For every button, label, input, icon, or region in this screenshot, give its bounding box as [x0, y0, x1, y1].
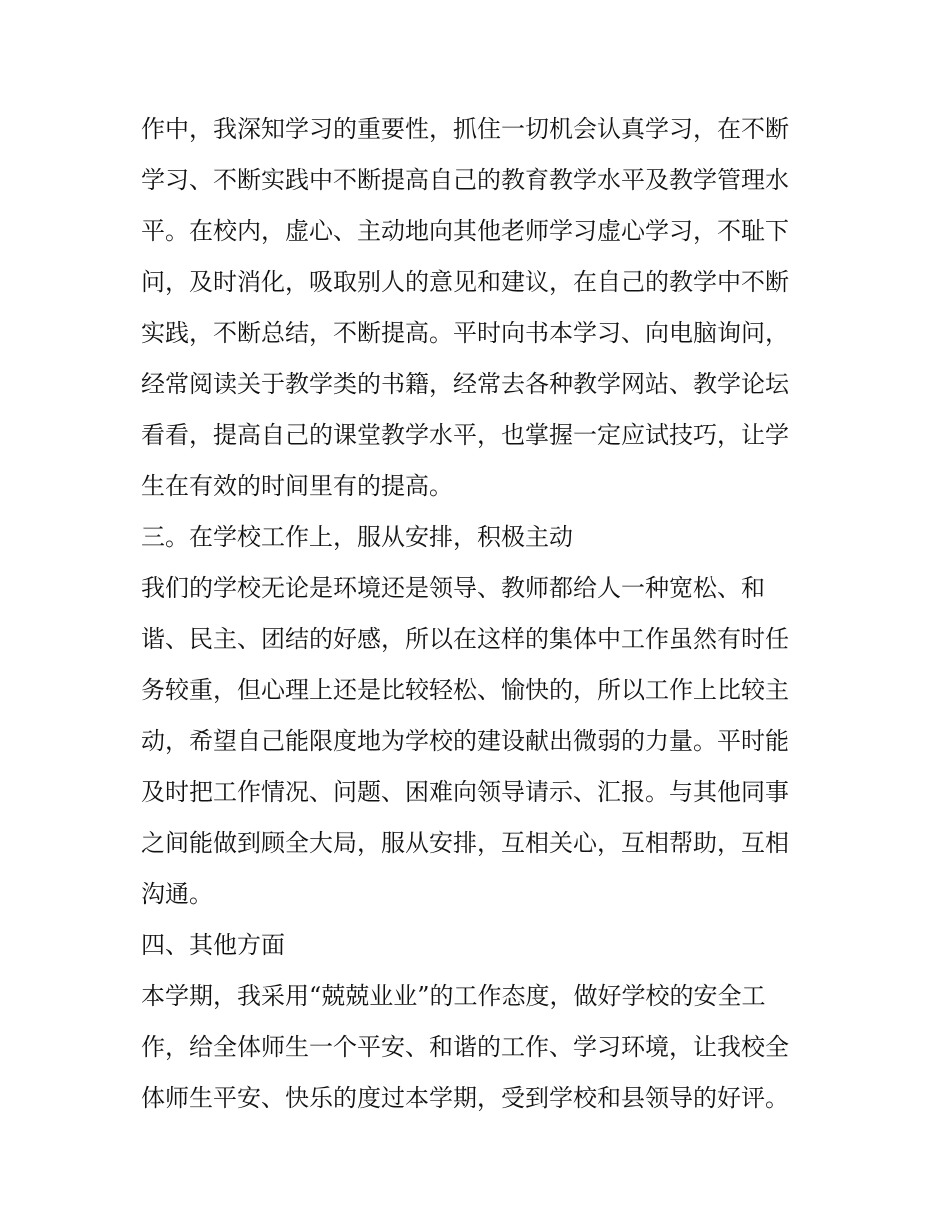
text-line: 体师生平安、快乐的度过本学期，受到学校和县领导的好评。	[141, 1084, 789, 1112]
text-line: 作，给全体师生一个平安、和谐的工作、学习环境，让我校全	[141, 1033, 789, 1061]
text-line: 作中，我深知学习的重要性，抓住一切机会认真学习，在不断	[141, 115, 789, 143]
text-line: 之间能做到顾全大局，服从安排，互相关心，互相帮助，互相	[141, 829, 789, 857]
text-line: 我们的学校无论是环境还是领导、教师都给人一种宽松、和	[141, 574, 765, 602]
text-line: 看看，提高自己的课堂教学水平，也掌握一定应试技巧，让学	[141, 421, 789, 449]
body-text	[141, 104, 831, 1124]
text-line: 生在有效的时间里有的提高。	[141, 472, 453, 500]
text-line: 及时把工作情况、问题、困难向领导请示、汇报。与其他同事	[141, 778, 789, 806]
text-line: 动，希望自己能限度地为学校的建设献出微弱的力量。平时能	[141, 727, 789, 755]
text-line: 平。在校内，虚心、主动地向其他老师学习虚心学习，不耻下	[141, 217, 789, 245]
text-line: 实践，不断总结，不断提高。平时向书本学习、向电脑询问，	[141, 319, 789, 347]
text-line: 问，及时消化，吸取别人的意见和建议，在自己的教学中不断	[141, 268, 789, 296]
section-heading: 三。在学校工作上，服从安排，积极主动	[141, 523, 573, 551]
text-line: 学习、不断实践中不断提高自己的教育教学水平及教学管理水	[141, 166, 789, 194]
text-line: 沟通。	[141, 880, 213, 908]
section-heading: 四、其他方面	[141, 931, 285, 959]
text-line: 经常阅读关于教学类的书籍，经常去各种教学网站、教学论坛	[141, 370, 789, 398]
text-line: 谐、民主、团结的好感，所以在这样的集体中工作虽然有时任	[141, 625, 789, 653]
text-line: 务较重，但心理上还是比较轻松、愉快的，所以工作上比较主	[141, 676, 789, 704]
text-line: 本学期，我采用“兢兢业业”的工作态度，做好学校的安全工	[141, 982, 766, 1010]
